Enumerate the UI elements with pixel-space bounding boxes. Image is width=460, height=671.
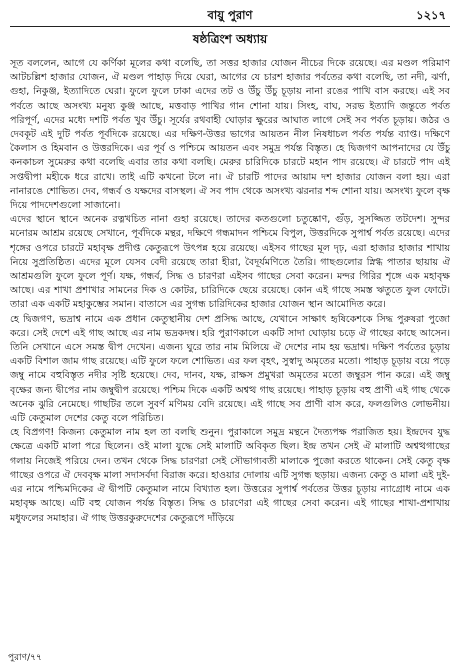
paragraph: হে দ্বিজগণ, ভদ্রাশ্ব নামে এক প্রধান কেতুস্থানীয় দেশ প্রসিদ্ধ আছে, যেখানে সাক্ষাৎ হৃষিকেশকে সিদ্ধ পুরুষরা পুজো করে। সেই দেশে এই গাছ আছে এর নাম ভদ্রকদম্ব। হরি পুরাণকালে একটি সাদা ঘোড়ায় চড়ে ঐ গাছের কাছে আসেন। তিনি সেখানে এসে সমস্ত দ্বীপ দেখেন। এজন্য ঘুরে তার নাম মিলিয়ে ঐ দেশের নাম হয় ভদ্রাশ্ব। দক্ষিণ পর্বতের চূড়ায় একটি বিশাল জাম গাছ রয়েছে। এটি ফুলে ফলে শোভিত। এর ফল বৃহৎ, সুস্বাদু অমৃতের মতো। পাহাড় চূড়ায় বয়ে পড়ে জম্বু নামে বহুবিস্তৃত নদীর সৃষ্টি হয়েছে। দেব, দানব, যক্ষ, রাক্ষস প্রমুখরা অমৃতের মতো জম্বুরস পান করে। এই জম্বু বৃক্ষের জন্য দ্বীপের নাম জম্বুদ্বীপ রয়েছে। পশ্চিম দিকে একটি অশ্বত্থ গাছ রয়েছে। পাহাড় চূড়ায় বহু প্রাণী এই গাছ থেকে অনেক ঝুরি নেমেছে। গাছটির তলে সুবর্ণ মণিময় বেদি রয়েছে। এই গাছে সব প্রাণী বাস করে, ফলগুলিও লোভনীয়। এটি কেতুমাল দেশের কেতু বলে পরিচিত। <box>10 313 450 425</box>
page-header <box>10 4 450 26</box>
paragraph: এদের স্থানে স্থানে অনেক রত্নখচিত নানা গুহা রয়েছে। তাদের কতগুলো চতুষ্কোণ, গুঁড়, সুসজ্জিত তটদেশ। সুন্দর মনোরম আশ্রম রয়েছে সেখানে, পূর্বদিকে মন্থর, দক্ষিণে গন্ধমাদন পশ্চিমে বিপুল, উত্তরদিকে সুপার্শ্ব পর্বত রয়েছে। এদের শৃঙ্গের ওপরে চারটে মহাবৃক্ষ প্রদীপ্ত কেতুরূপে উৎপন্ন হয়ে রয়েছে। এইসব গাছের মূল দৃঢ়, এরা হাজার হাজার শাখায় নিয়ে সুপ্রতিষ্ঠিত। এদের মূলে যেসব বেদী রয়েছে তারা হীরা, বৈদূর্যমণিতে তৈরি। গাছগুলোর স্নিগ্ধ পাতার ছায়ায় ঐ আশ্রমগুলি ফুলে ফুলে পূর্ণ। যক্ষ, গন্ধর্ব, সিদ্ধ ও চারণরা এইসব গাছের সেবা করেন। মন্দর গিরির শৃঙ্গে এক মহাবৃক্ষ আছে। এর শাখা প্রশাখার সামনের দিক ও কোটর, চারিদিকে ছেয়ে রয়েছে। কোন এই গাছে সমস্ত ঋতুতে ফুল ফোটে। তারা এক একটি মহাকুম্ভের সমান। বাতাসে এর সুগন্ধ চারিদিকের হাজার যোজন স্থান আমোদিত করে। <box>10 214 450 311</box>
paragraph: হে বিপ্রগণ! কিজন্য কেতুমাল নাম হল তা বলছি শুনুন। পুরাকালে সমুদ্র মন্থনে দৈত্যপক্ষ পরাজিত হয়। ইন্দ্রদেব যুদ্ধ ক্ষেত্রে একটি মালা পরে ছিলেন। ওই মালা যুদ্ধে সেই মালাটি অবিকৃত ছিল। ইন্দ্র তখন সেই ঐ মালাটি অশ্বত্থগাছের গলায় নিজেই পরিয়ে দেন। তখন থেকে সিদ্ধ চারণরা সেই সৌভাগ্যবতী মালাকে পুজো করতে থাকেন। সেই কেতু বৃক্ষ গাছের ওপরে ঐ দেববৃক্ষ মালা সদাসর্বদা বিরাজ করে। হাওয়ার দোলায় এটি সুগন্ধ ছড়ায়। এজন্য কেতু ও মালা এই দুই-এর নামে পশ্চিমদিকের ঐ দ্বীপটি কেতুমাল নামে বিখ্যাত হল। উত্তরের সুপার্শ্ব পর্বতের উত্তর চূড়ায় ন্যাগ্রোধ নামে এক মহাবৃক্ষ আছে। এটি বহু যোজন পর্যন্ত বিস্তৃত। সিদ্ধ ও চারণেরা এই গাছের সেবা করেন। এই গাছের শাখা-প্রশাখায় মধুফলের সমাহার। ঐ গাছ উত্তরকুরুদেশের কেতুরূপে দাঁড়িয়ে <box>10 427 450 524</box>
chapter-title: ষষ্ঠত্রিংশ অধ্যায় <box>192 32 268 46</box>
page-number: ১২১৭ <box>416 8 446 22</box>
paragraph: সূত বললেন, আগে যে কর্ণিকা মূলের কথা বলেছি, তা সত্তর হাজার যোজন নীচের দিকে রয়েছে। এর মণ্ডল পরিমাণ আটচল্লিশ হাজার যোজন, ঐ মণ্ডল পাহাড় দিয়ে ঘেরা, আগের যে চারশ হাজার পর্বতের কথা বলেছি, তা নদী, ঝর্ণা, গুহা, নিকুঞ্জ, ইত্যাদিতে ঘেরা। ফুলে ফুলে ঢাকা এদের তট ও উঁচু উঁচু চূড়ায় নানা রঙের পাখি বাস করছে। এই সব পর্বতে আছে অসংখ্য মনুষ্য কুঞ্জ আছে, মত্তবাড় পাখির গান শোনা যায়। সিংহ, বাঘ, সরভ ইত্যাদি জন্তুতে পর্বত পরিপূর্ণ, এদের মধ্যে দশটি পর্বত খুব উঁচু। সূর্যের রথবাহী ঘোড়ার ক্ষুরের আঘাত লাগে সেই সব পর্বত চূড়ায়। জঠর ও দেবকূট এই দুটি পর্বত পূর্বদিকে রয়েছে। এর দক্ষিণ-উত্তর ভাগের আয়তন নীল নিষধাচল পর্বত পর্যন্ত ব্যাপ্ত। দক্ষিণে কৈলাস ও হিমবান ও উত্তরদিকে। এর পূর্ব ও পশ্চিমে আয়তন এবং সমুদ্র পর্যন্ত বিস্তৃত। হে দ্বিজগণ আপনাদের যে উঁচু কনকাচল সুমেরুর কথা বলেছি এবার তার কথা বলছি। মেরুর চারিদিকে চারটে মহান পাদ রয়েছে। ঐ চারটে পাদ এই সপ্তদ্বীপা মহীকে ধরে রাখে। তাই এটি কখনো টলে না। ঐ চারটি পাদের আয়াম দশ হাজার যোজন বলা হয়। এরা নানারঙে শোভিত। দেব, গন্ধর্ব ও যক্ষদের বাসস্থল। ঐ সব পাদ থেকে অসংখ্য ঝরনার শব্দ শোনা যায়। অসংখ্য ফুলে বৃক্ষ দিয়ে পাদদেশগুলো সাজানো। <box>10 58 450 212</box>
page-footer: পুরাণ/৭৭ <box>8 653 42 663</box>
header-rule <box>10 26 450 27</box>
body-text <box>10 57 450 526</box>
running-title: বায়ু পুরাণ <box>207 8 253 22</box>
